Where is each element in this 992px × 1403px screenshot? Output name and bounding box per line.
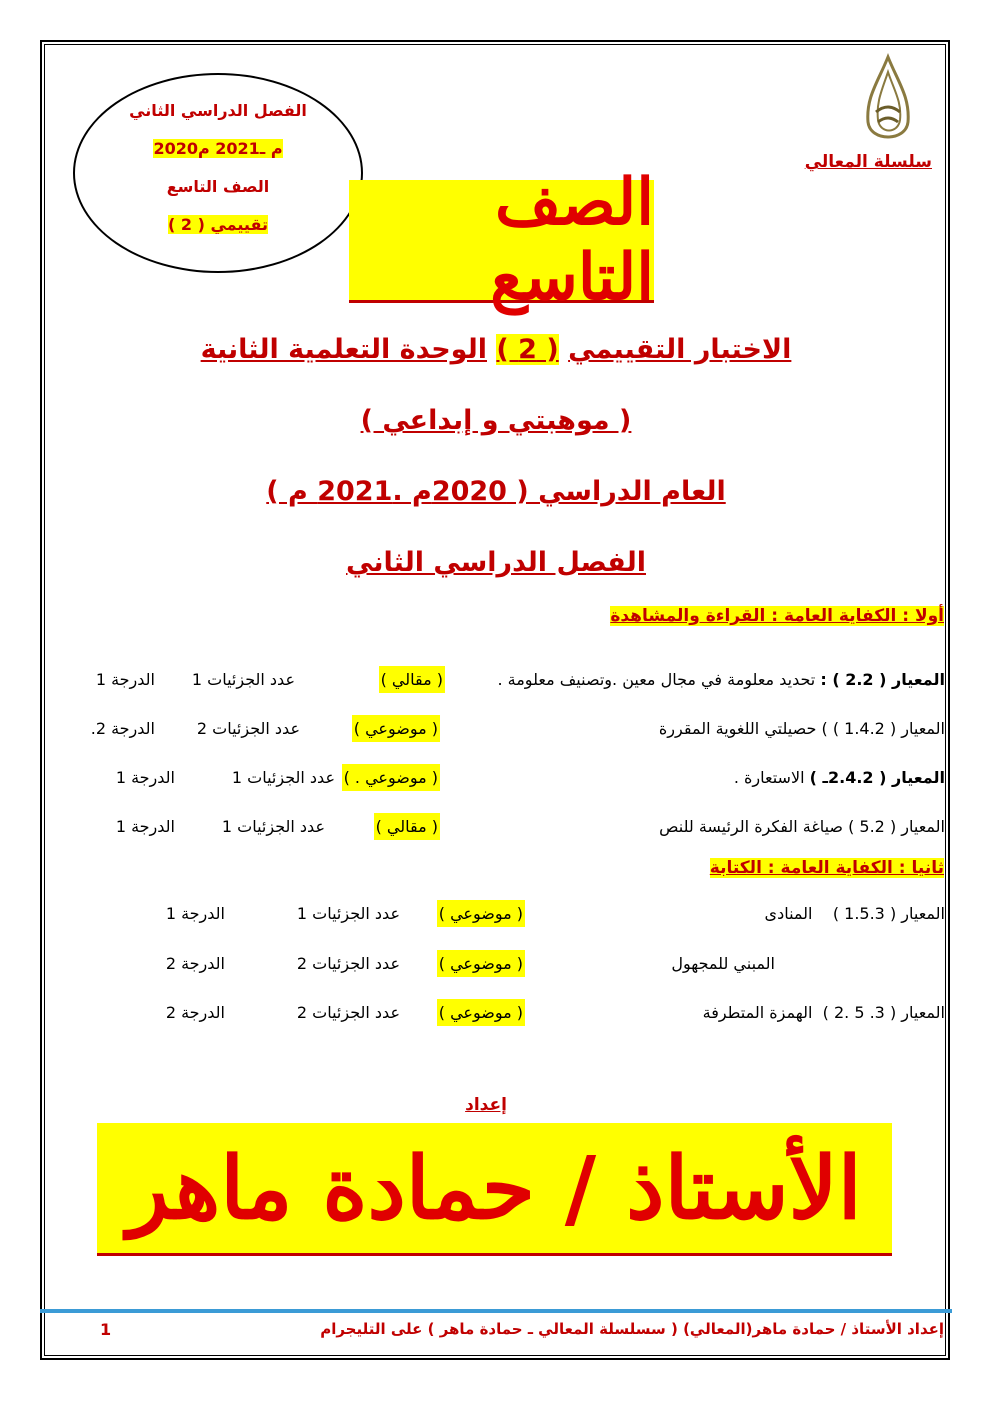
author-name: الأستاذ / حمادة ماهر [97, 1123, 892, 1256]
criterion-row: المعيار ( 1.4.2 ) ) حصيلتي اللغوية المقررة ( موضوعي ) عدد الجزئيات 2 الدرجة 2. [60, 713, 945, 753]
info-ellipse [73, 73, 363, 273]
ellipse-semester: الفصل الدراسي الثاني [129, 101, 307, 120]
year-heading: العام الدراسي ( 2020م .2021 م ) [266, 476, 726, 507]
test-heading: الاختبار التقييمي ( 2 ) الوحدة التعلمية الثانية [200, 334, 792, 365]
ellipse-grade: الصف التاسع [166, 177, 270, 196]
grade-title: الصف التاسع [349, 180, 654, 303]
logo-icon [848, 52, 928, 152]
footer-divider [40, 1309, 952, 1313]
semester-heading: الفصل الدراسي الثاني [346, 547, 646, 578]
series-label: سلسلة المعالي [804, 152, 932, 172]
prepared-by-label: إعداد [465, 1095, 507, 1115]
criterion-row: المعيار ( 2.4.2ـ ) الاستعارة . ( موضوعي . ) عدد الجزئيات 1 الدرجة 1 [60, 762, 945, 802]
ellipse-year: 2020م ـ2021 م [153, 139, 283, 158]
unit-heading: ( موهبتي و إبداعي ) [360, 405, 632, 436]
ellipse-assessment: تقييمي ( 2 ) [168, 215, 268, 234]
criterion-row: المبني للمجهول ( موضوعي ) عدد الجزئيات 2 الدرجة 2 [60, 948, 945, 988]
section-reading: أولا : الكفاية العامة : القراءة والمشاهدة [610, 606, 944, 626]
page-number: 1 [100, 1320, 112, 1339]
criterion-row: المعيار ( 5.2 ) صياغة الفكرة الرئيسة للنص ( مقالي ) عدد الجزئيات 1 الدرجة 1 [60, 811, 945, 851]
criterion-row: المعيار ( 1.5.3 ) المنادى ( موضوعي ) عدد الجزئيات 1 الدرجة 1 [60, 898, 945, 938]
section-writing: ثانيا : الكفاية العامة : الكتابة [709, 858, 944, 878]
criterion-row: المعيار ( 2.2 ) : تحديد معلومة في مجال معين .وتصنيف معلومة . ( مقالي ) عدد الجزئيات 1 الدرجة 1 [60, 664, 945, 704]
criterion-row: المعيار ( 3. 5 .2 ) الهمزة المتطرفة ( موضوعي ) عدد الجزئيات 2 الدرجة 2 [60, 997, 945, 1037]
footer-text: إعداد الأستاذ / حمادة ماهر(المعالي) ( سسلسلة المعالي ـ حمادة ماهر ) على التليجرام [320, 1320, 944, 1338]
